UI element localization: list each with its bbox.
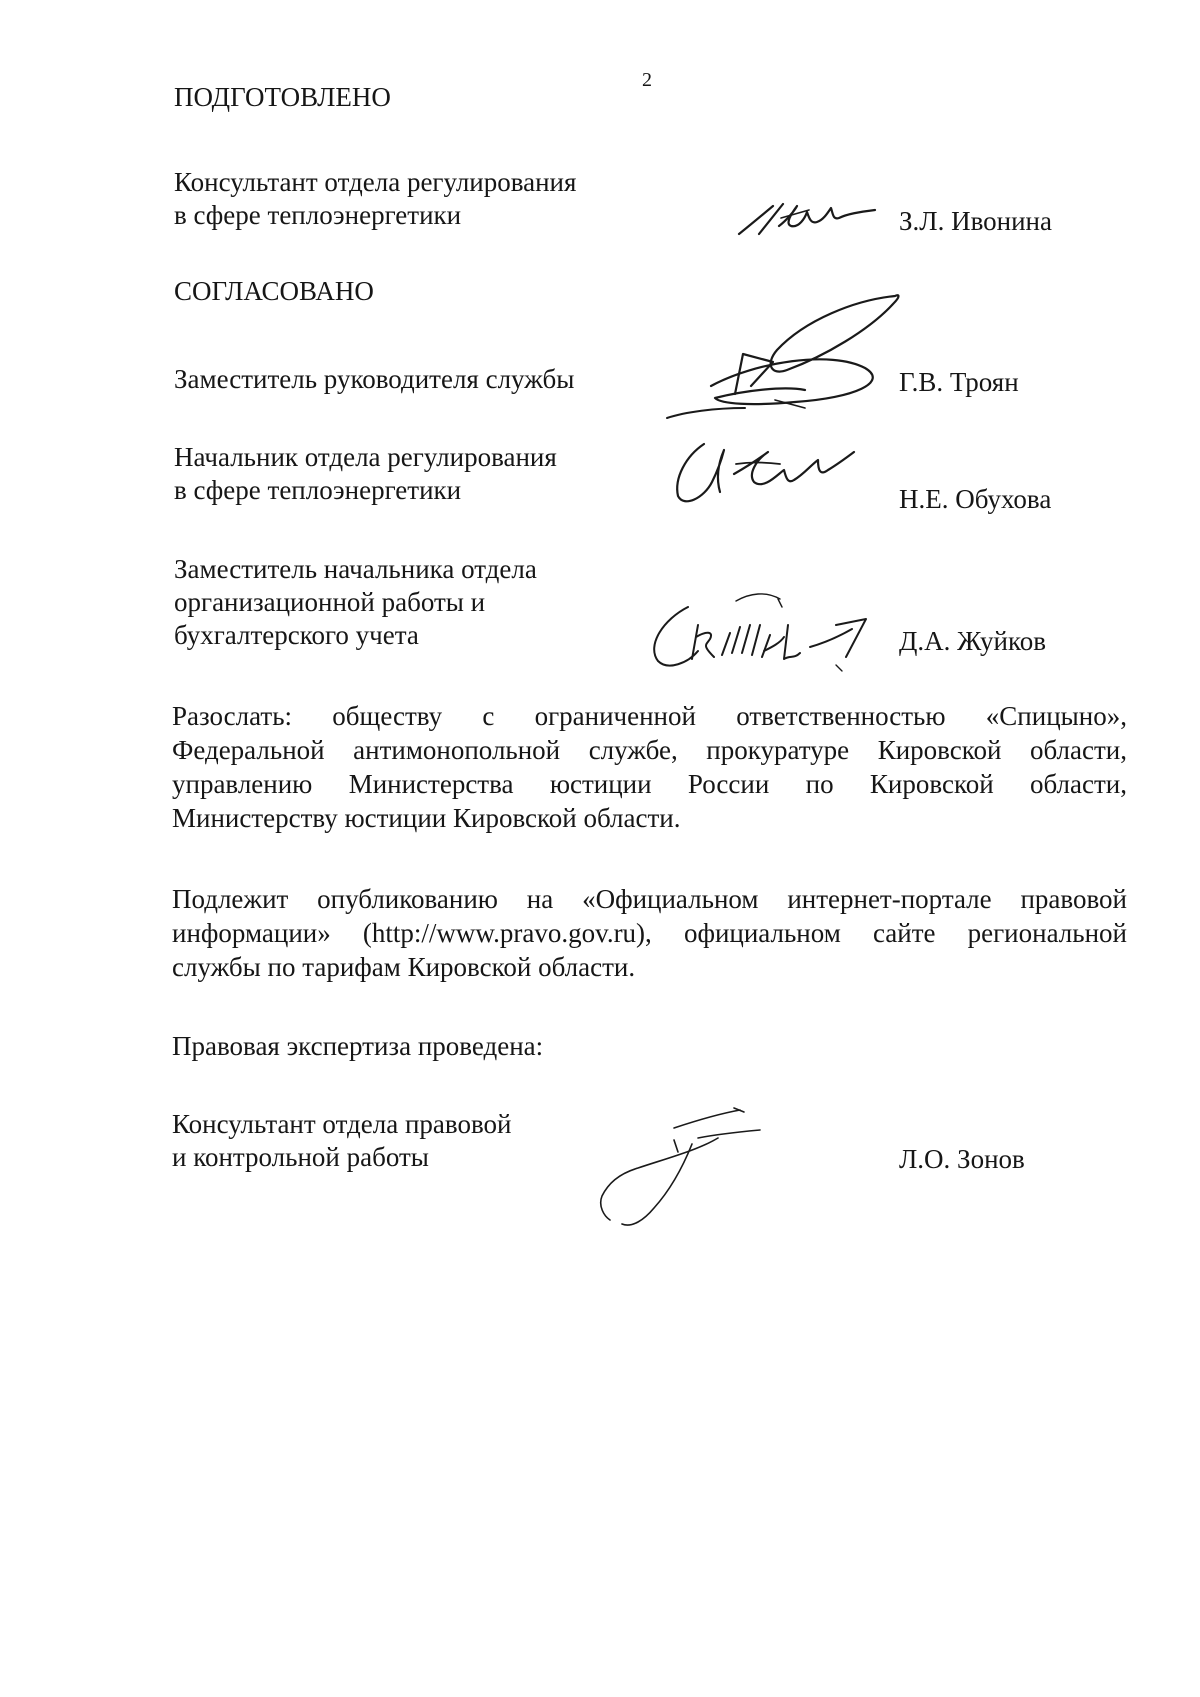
signer-3-name: Д.А. Жуйков	[899, 626, 1046, 656]
legal-review-position-line-2: и контрольной работы	[172, 1142, 429, 1172]
publication-line-2: информации» (http://www.pravo.gov.ru), официальном сайте региональной	[172, 918, 1127, 948]
agreed-heading: СОГЛАСОВАНО	[174, 276, 374, 306]
distribution-line-2: Федеральной антимонопольной службе, прокуратуре Кировской области,	[172, 735, 1127, 765]
prepared-position-line-1: Консультант отдела регулирования	[174, 167, 577, 197]
signature-ivonina	[735, 196, 880, 240]
signature-zonov	[588, 1100, 808, 1240]
signer-2-position-line-2: в сфере теплоэнергетики	[174, 475, 462, 505]
legal-review-position-line-1: Консультант отдела правовой	[172, 1109, 512, 1139]
signer-3-position-line-3: бухгалтерского учета	[174, 620, 419, 650]
signer-1-name: Г.В. Троян	[899, 367, 1019, 397]
distribution-line-3: управлению Министерства юстиции России по Кировской области,	[172, 769, 1127, 799]
page-number: 2	[642, 69, 652, 91]
signature-zhuikov	[640, 585, 890, 675]
signer-2-name: Н.Е. Обухова	[899, 484, 1052, 514]
signer-2-position-line-1: Начальник отдела регулирования	[174, 442, 557, 472]
distribution-line-4: Министерству юстиции Кировской области.	[172, 803, 681, 833]
signature-obukhova	[668, 430, 858, 510]
signer-1-position: Заместитель руководителя службы	[174, 364, 575, 394]
publication-line-1: Подлежит опубликованию на «Официальном интернет-портале правовой	[172, 884, 1127, 914]
legal-review-name: Л.О. Зонов	[899, 1144, 1025, 1174]
signer-3-position-line-2: организационной работы и	[174, 587, 486, 617]
prepared-heading: ПОДГОТОВЛЕНО	[174, 82, 391, 112]
legal-review-heading: Правовая экспертиза проведена:	[172, 1031, 544, 1061]
signature-troyan	[655, 290, 910, 445]
prepared-name: З.Л. Ивонина	[899, 206, 1052, 236]
signer-3-position-line-1: Заместитель начальника отдела	[174, 554, 537, 584]
distribution-line-1: Разослать: обществу с ограниченной ответственностью «Спицыно»,	[172, 701, 1127, 731]
prepared-position-line-2: в сфере теплоэнергетики	[174, 200, 462, 230]
publication-line-3: службы по тарифам Кировской области.	[172, 952, 636, 982]
